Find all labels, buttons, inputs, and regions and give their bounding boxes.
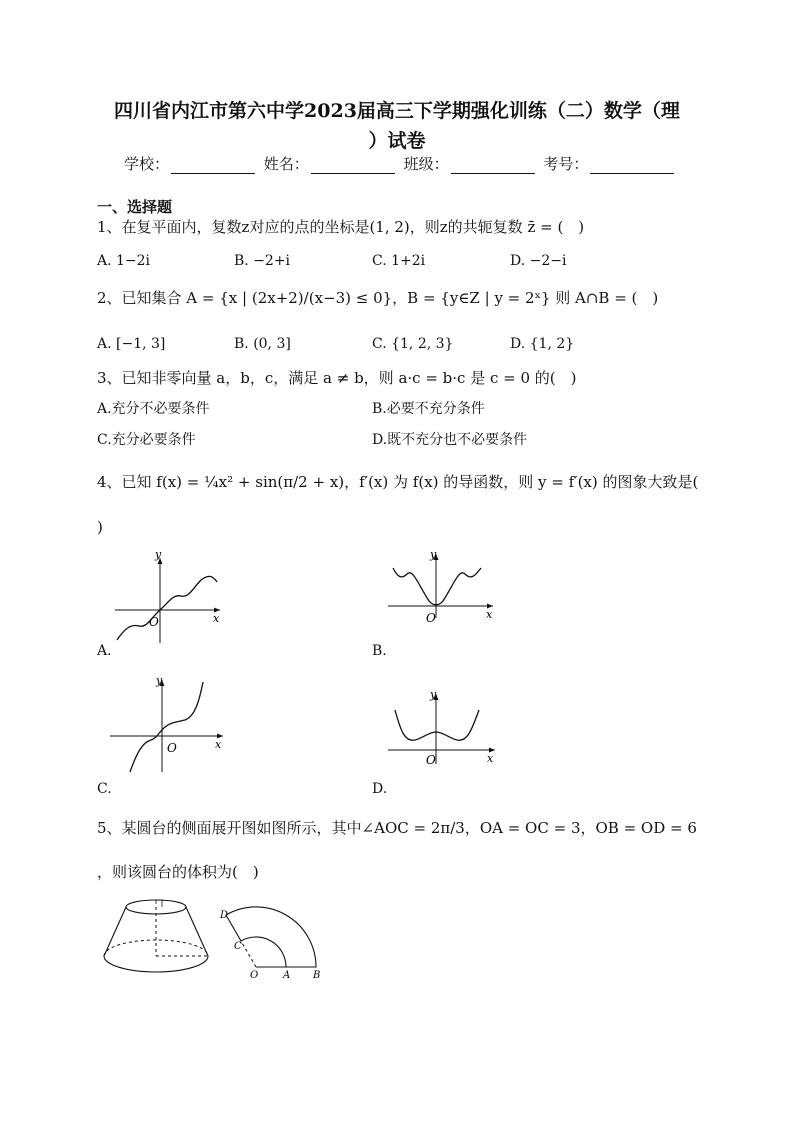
q3-option-b[interactable]: B.必要不充分条件: [372, 401, 485, 417]
oc-segment: [241, 941, 256, 967]
q5-stem: 5、某圆台的侧面展开图如图所示，其中∠AOC = 2π/3，OA = OC = 3，OB = OD = 6: [97, 819, 697, 837]
q4-option-d[interactable]: D.: [372, 781, 388, 797]
class-blank[interactable]: [451, 159, 535, 174]
school-label: 学校：: [124, 155, 170, 173]
graph-b[interactable]: [383, 546, 508, 628]
curve-a: [117, 576, 217, 640]
origin-label: O: [149, 615, 159, 629]
sector-figure: [218, 900, 328, 980]
q1-option-d[interactable]: D. −2−i: [510, 253, 567, 269]
q1-option-c[interactable]: C. 1+2i: [372, 253, 426, 269]
origin-label: O: [167, 741, 177, 755]
page-title-line1: 四川省内江市第六中学2023届高三下学期强化训练（二）数学（理: [114, 100, 680, 122]
q2-stem: 2、已知集合 A = {x | (2x+2)/(x−3) ≤ 0}，B = {y∈Z | y = 2ˣ} 则 A∩B = ( ): [97, 289, 659, 307]
point-c-label: C: [234, 941, 242, 952]
x-label: x: [486, 608, 493, 621]
y-label: y: [430, 548, 437, 561]
point-d-label: D: [220, 910, 229, 921]
q4-stem: 4、已知 f(x) = ¼x² + sin(π/2 + x)，f′(x) 为 f(x) 的导函数，则 y = f′(x) 的图象大致是(: [97, 473, 699, 491]
number-blank[interactable]: [590, 159, 674, 174]
curve-b: [393, 568, 481, 605]
frustum-bottom-front: [104, 956, 208, 972]
graph-c[interactable]: [105, 672, 230, 778]
q3-option-a[interactable]: A.充分不必要条件: [97, 401, 210, 417]
graph-a[interactable]: [105, 548, 230, 646]
point-o-label: O: [250, 970, 259, 980]
frustum-figure: [98, 892, 218, 982]
frustum-right-angle: [156, 900, 162, 907]
frustum-bottom-back: [104, 940, 208, 956]
origin-label: O: [426, 753, 436, 767]
frustum-side-left: [104, 907, 126, 956]
q2-option-d[interactable]: D. {1, 2}: [510, 336, 575, 352]
section-heading: 一、选择题: [97, 198, 173, 216]
q4-option-c[interactable]: C.: [97, 781, 112, 797]
curve-c: [130, 682, 203, 772]
x-label: x: [487, 752, 494, 765]
q1-option-a[interactable]: A. 1−2i: [97, 253, 151, 269]
name-blank[interactable]: [311, 159, 395, 174]
x-label: x: [213, 612, 220, 625]
q5-stem-end: ，则该圆台的体积为( ): [97, 863, 259, 881]
q3-stem: 3、已知非零向量 a，b，c，满足 a ≠ b，则 a·c = b·c 是 c = 0 的( ): [97, 369, 577, 387]
point-a-label: A: [283, 970, 291, 980]
q2-option-a[interactable]: A. [−1, 3]: [97, 336, 166, 352]
q3-option-d[interactable]: D.既不充分也不必要条件: [372, 432, 528, 448]
class-label: 班级：: [403, 155, 449, 173]
y-label: y: [155, 548, 162, 561]
page-title-line2: ）试卷: [368, 130, 426, 152]
q1-stem: 1、在复平面内，复数z对应的点的坐标是(1, 2)，则z的共轭复数 z̄ = ( ): [97, 218, 585, 236]
curve-d: [395, 710, 479, 740]
q4-stem-end: ): [97, 518, 103, 536]
q2-option-b[interactable]: B. (0, 3]: [234, 336, 291, 352]
annular-sector: [226, 907, 316, 967]
student-info-row: [124, 153, 678, 174]
number-label: 考号：: [543, 155, 589, 173]
point-b-label: B: [313, 970, 321, 980]
q2-option-c[interactable]: C. {1, 2, 3}: [372, 336, 454, 352]
q1-option-b[interactable]: B. −2+i: [234, 253, 291, 269]
q4-option-a[interactable]: A.: [97, 643, 112, 659]
school-blank[interactable]: [171, 159, 255, 174]
origin-label: O: [426, 611, 436, 625]
y-label: y: [430, 688, 437, 701]
q3-option-c[interactable]: C.充分必要条件: [97, 432, 196, 448]
y-label: y: [156, 674, 163, 687]
frustum-side-right: [186, 907, 208, 956]
q4-option-b[interactable]: B.: [372, 643, 387, 659]
graph-d[interactable]: [383, 688, 508, 770]
x-label: x: [215, 738, 222, 751]
name-label: 姓名：: [263, 155, 309, 173]
